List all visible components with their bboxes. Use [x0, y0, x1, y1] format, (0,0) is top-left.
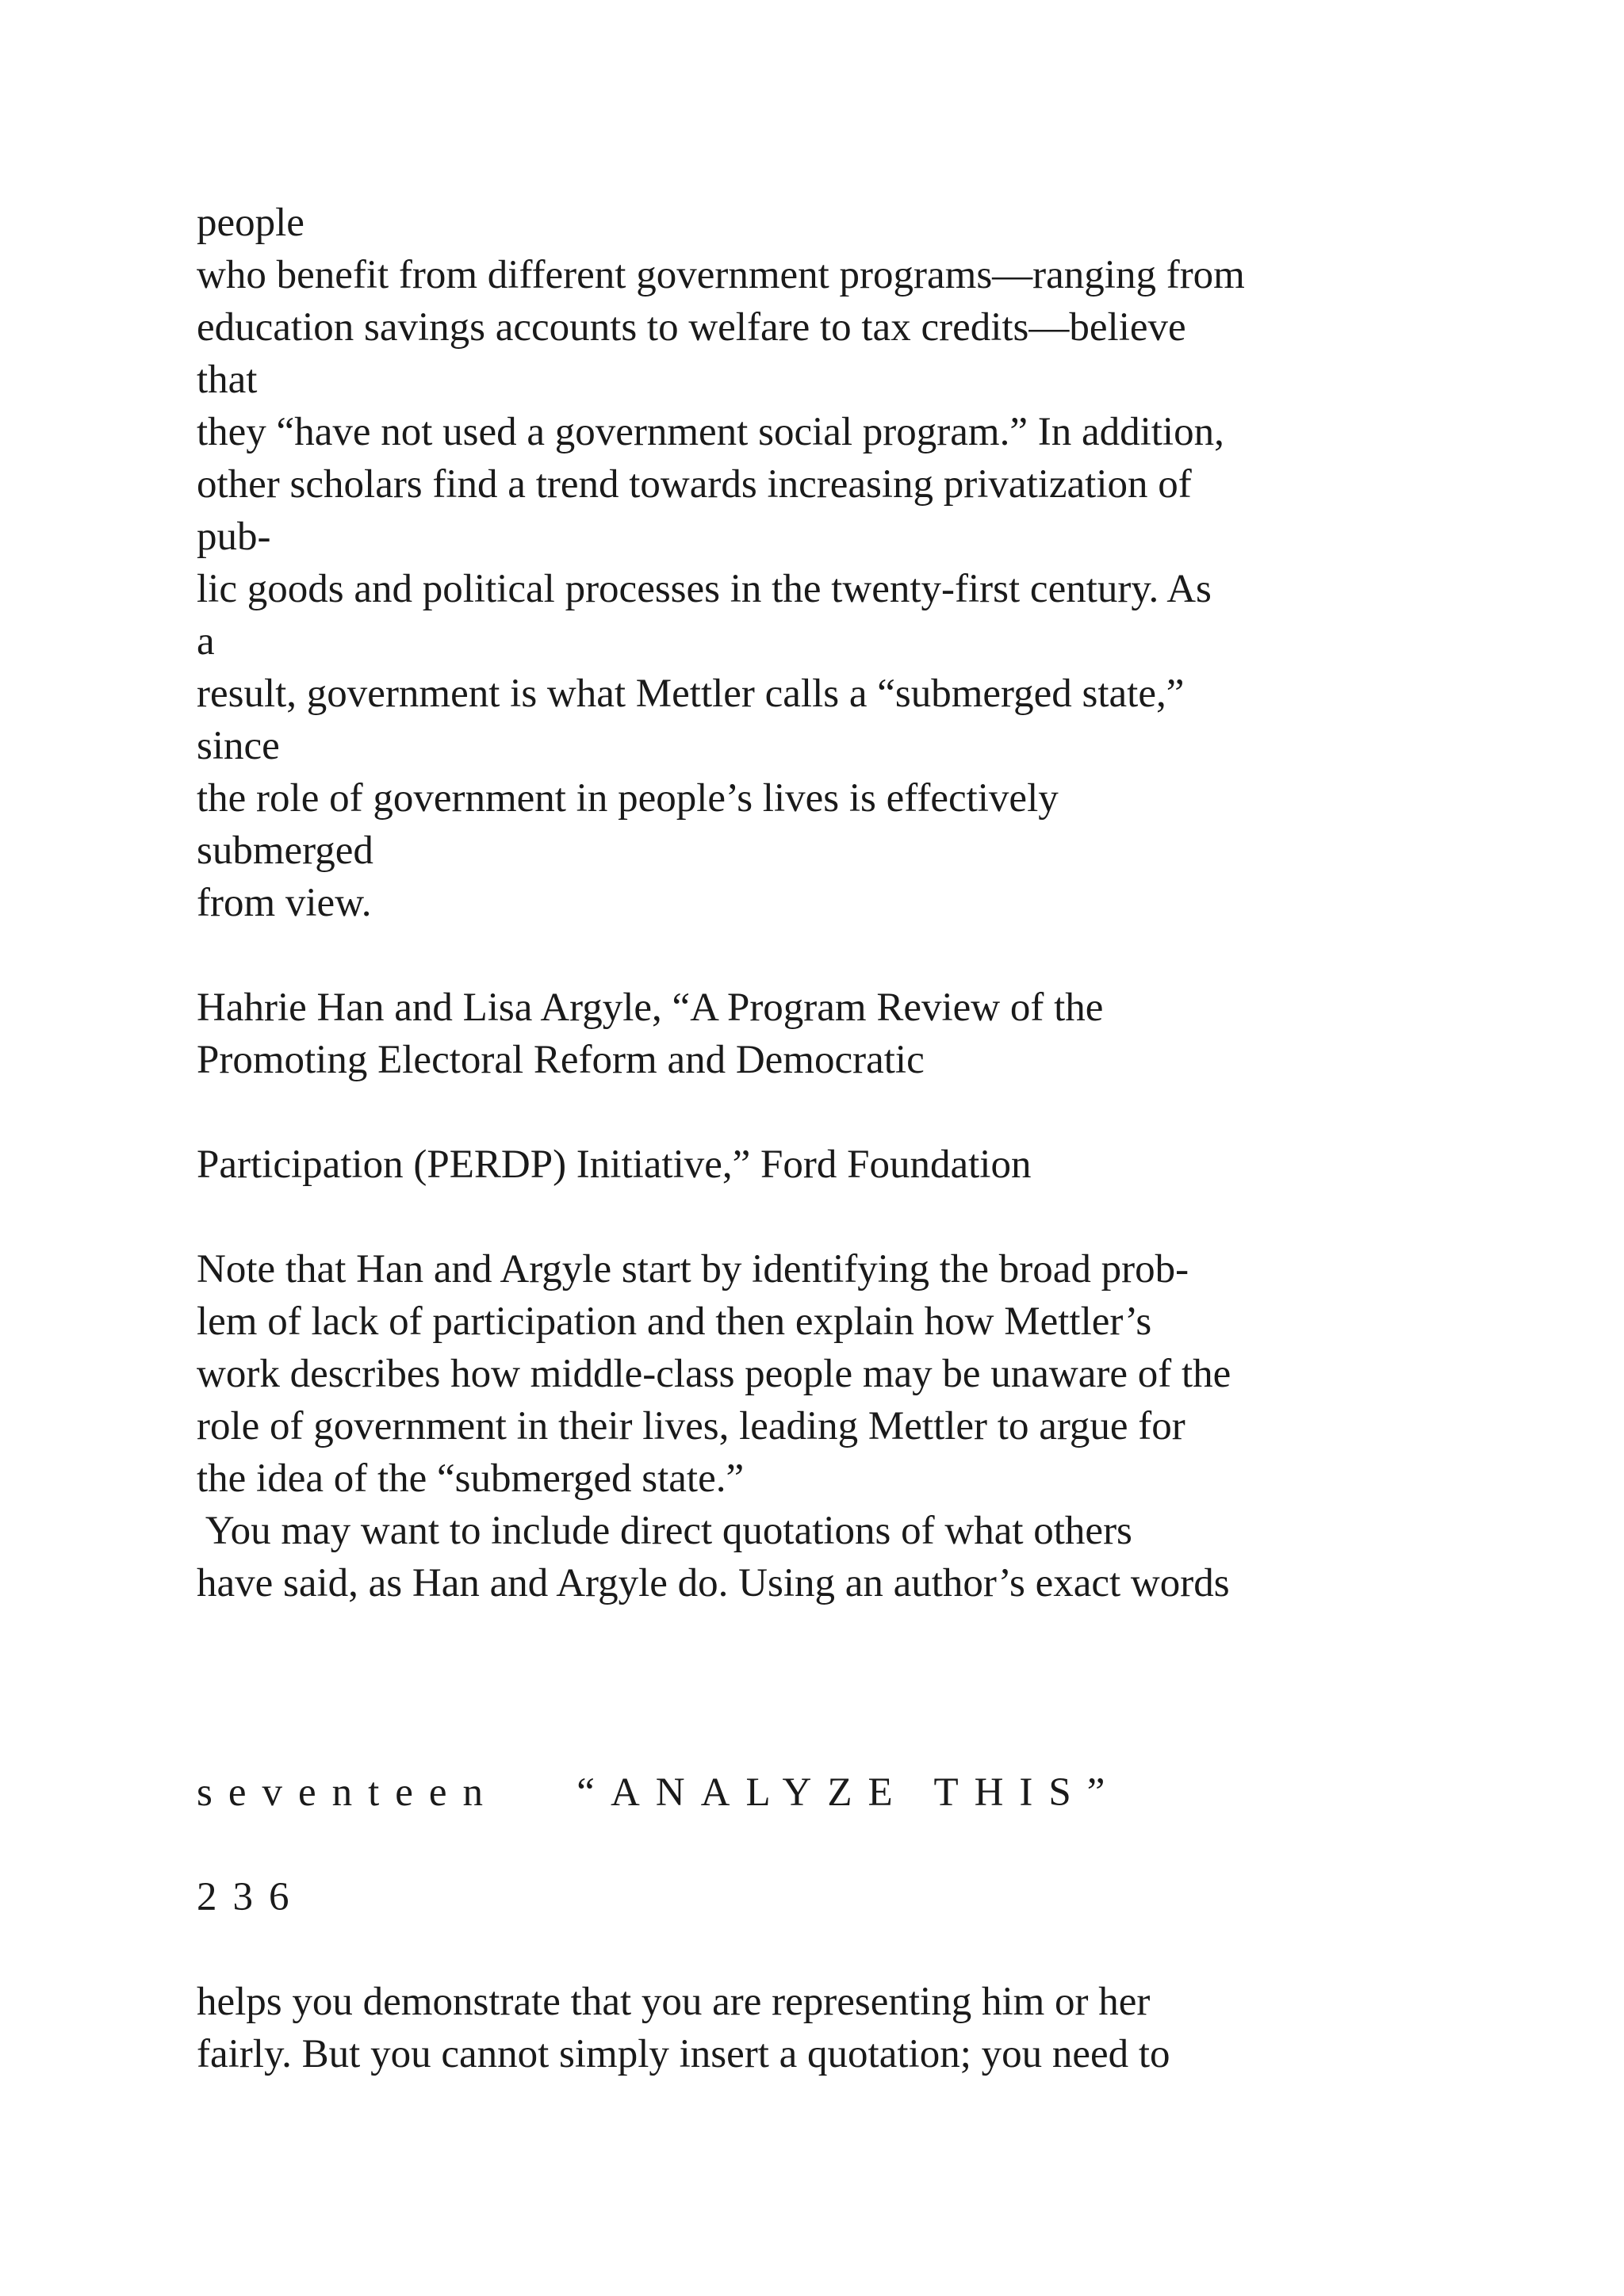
- text-line: from view.: [197, 881, 372, 925]
- text-line: who benefit from different government programs—ranging from: [197, 253, 1245, 297]
- text-line: the role of government in people’s lives is effectively: [197, 776, 1059, 821]
- text-line: a: [197, 619, 215, 664]
- text-line: submerged: [197, 828, 373, 873]
- text-line: role of government in their lives, leading Mettler to argue for: [197, 1404, 1185, 1448]
- running-header: seventeen “ANALYZE THIS”: [197, 1770, 1121, 1815]
- text-line: fairly. But you cannot simply insert a quotation; you need to: [197, 2032, 1170, 2076]
- text-line: work describes how middle-class people may be unaware of the: [197, 1352, 1231, 1396]
- citation-line: Hahrie Han and Lisa Argyle, “A Program Review of the: [197, 985, 1104, 1030]
- text-line: helps you demonstrate that you are representing him or her: [197, 1980, 1151, 2024]
- page-number: 236: [197, 1875, 305, 1919]
- text-line: Note that Han and Argyle start by identifying the broad prob-: [197, 1247, 1189, 1292]
- text-line: people: [197, 201, 304, 245]
- text-line: lic goods and political processes in the twenty-first century. As: [197, 567, 1212, 611]
- text-line: result, government is what Mettler calls a “submerged state,”: [197, 672, 1185, 716]
- citation-line: Participation (PERDP) Initiative,” Ford Foundation: [197, 1142, 1032, 1187]
- citation-line: Promoting Electoral Reform and Democratic: [197, 1038, 925, 1082]
- text-line: they “have not used a government social program.” In addition,: [197, 410, 1224, 454]
- text-line: that: [197, 358, 258, 402]
- text-line: lem of lack of participation and then explain how Mettler’s: [197, 1299, 1152, 1344]
- text-line: education savings accounts to welfare to tax credits—believe: [197, 305, 1186, 350]
- text-line: pub-: [197, 515, 271, 559]
- text-line: since: [197, 724, 280, 768]
- text-line: have said, as Han and Argyle do. Using an author’s exact words: [197, 1561, 1230, 1605]
- text-line: the idea of the “submerged state.”: [197, 1456, 745, 1501]
- text-line: other scholars find a trend towards increasing privatization of: [197, 462, 1192, 507]
- text-line: You may want to include direct quotations of what others: [197, 1509, 1132, 1553]
